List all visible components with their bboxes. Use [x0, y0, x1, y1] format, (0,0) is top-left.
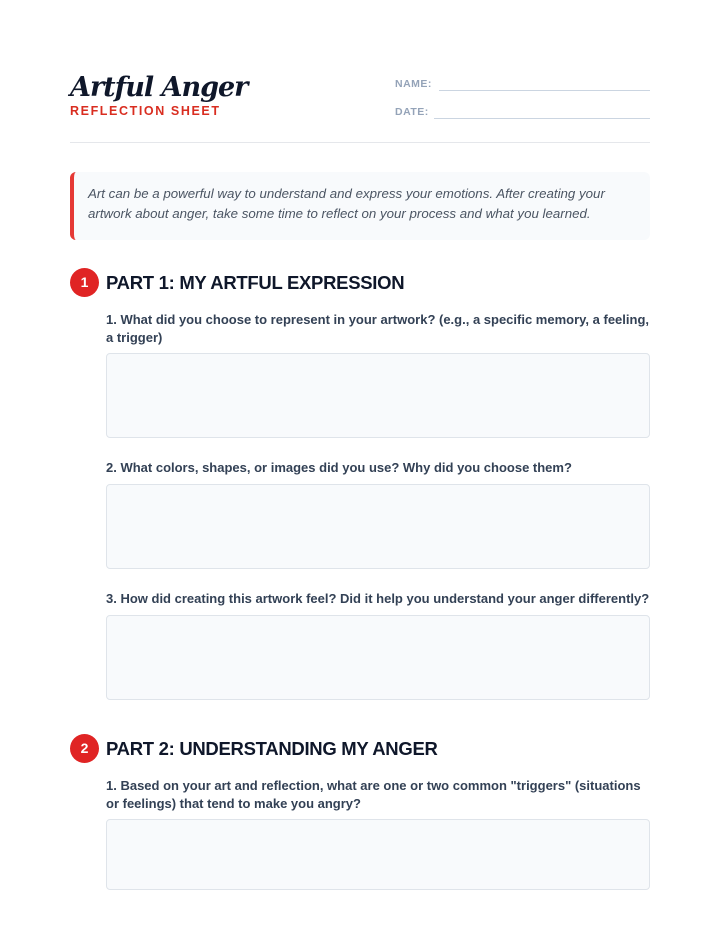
name-label: NAME:	[395, 78, 432, 90]
worksheet-title: Artful Anger	[70, 72, 248, 103]
question-1-2	[106, 459, 650, 477]
date-label: DATE:	[395, 106, 429, 118]
question-1-1	[106, 311, 650, 346]
answer-box[interactable]	[106, 615, 650, 700]
name-line[interactable]	[439, 90, 650, 91]
answer-box[interactable]	[106, 353, 650, 438]
question-text: 1. Based on your art and reflection, what are one or two common "triggers" (situations or feelings) that tend to make you angry?	[106, 778, 641, 811]
answer-box[interactable]	[106, 484, 650, 569]
question-2-1	[106, 777, 650, 812]
section-part-2	[70, 734, 650, 764]
question-text: 3. How did creating this artwork feel? Did it help you understand your anger differently?	[106, 591, 650, 606]
section-number-badge: 1	[70, 268, 99, 297]
intro-text: Art can be a powerful way to understand and express your emotions. After creating your artwork about anger, take some time to reflect on your process and what you learned.	[88, 186, 605, 221]
section-number-badge: 2	[70, 734, 99, 763]
worksheet-subtitle: REFLECTION SHEET	[70, 104, 221, 118]
date-line[interactable]	[434, 118, 650, 119]
question-text: 1. What did you choose to represent in your artwork? (e.g., a specific memory, a feeling, a trigger)	[106, 312, 649, 345]
answer-box[interactable]	[106, 819, 650, 890]
question-1-3	[106, 590, 650, 608]
section-part-1	[70, 268, 650, 298]
intro-callout	[70, 172, 650, 240]
section-title: PART 2: UNDERSTANDING MY ANGER	[106, 738, 438, 759]
worksheet-header	[70, 70, 650, 143]
question-text: 2. What colors, shapes, or images did you use? Why did you choose them?	[106, 460, 572, 475]
section-title: PART 1: MY ARTFUL EXPRESSION	[106, 272, 405, 293]
